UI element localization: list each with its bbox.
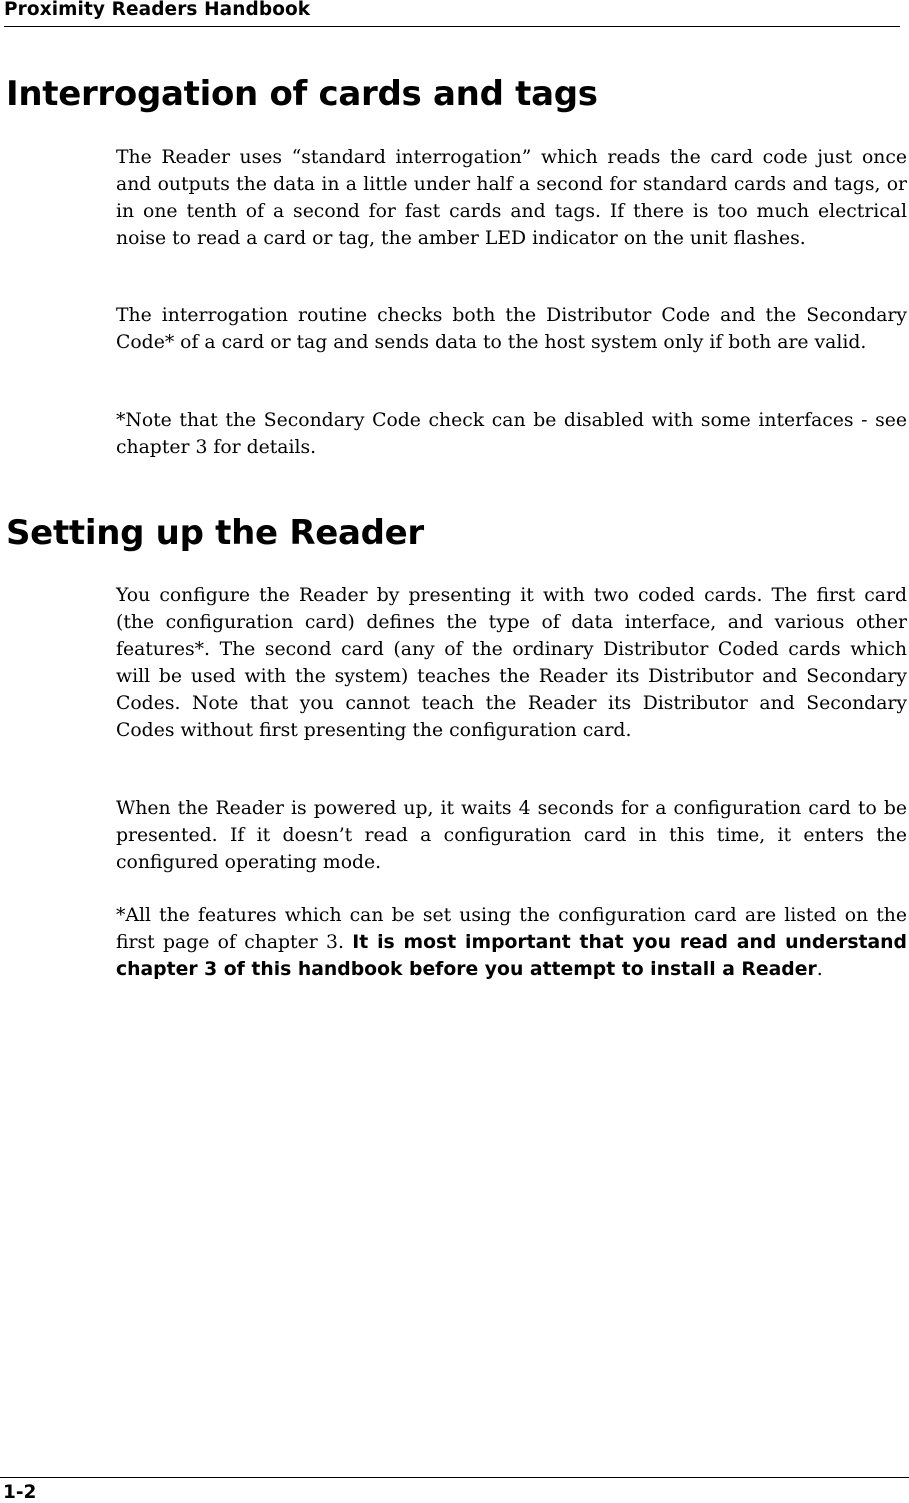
paragraph-setup-2: When the Reader is powered up, it waits 4 seconds for a configuration card to be presented. If it doesn’t read a configuration card in this time, it enters the configured operating mode. — [116, 798, 907, 874]
section-heading-interrogation: Interrogation of cards and tags — [6, 74, 598, 114]
paragraph-interrogation-1: The Reader uses “standard interrogation” which reads the card code just once and outputs the data in a little under half a second for standard cards and tags, or in one tenth of a second for fast cards and tags. If there is too much electrical noise to read a card or tag, the amber LED indicator on the unit flashes. — [116, 147, 907, 250]
note-bold-warning: It is most important that you read and understand chapter 3 of this handbook before you attempt to install a Reader — [116, 932, 907, 981]
paragraph-interrogation-note: *Note that the Secondary Code check can be disabled with some interfaces - see chapter 3 for details. — [116, 410, 907, 459]
section-heading-setup: Setting up the Reader — [6, 513, 424, 553]
paragraph-setup-note — [116, 902, 907, 983]
note-end: . — [816, 959, 823, 981]
header-title: Proximity Readers Handbook — [4, 0, 311, 20]
footer-rule — [0, 1477, 909, 1478]
running-header — [4, 0, 900, 27]
paragraph-setup-1: You configure the Reader by presenting it with two coded cards. The first card (the configuration card) defines the type of data interface, and various other features*. The second card (any of the ordinary Distributor Coded cards which will be used with the system) teaches the Reader its Distributor and Secondary Codes. Note that you cannot teach the Reader its Distributor and Secondary Codes without first presenting the configuration card. — [116, 585, 907, 742]
note-text: *All the features which can be set using the configuration card are listed on the first page of chapter 3. — [116, 905, 907, 954]
paragraph-interrogation-2: The interrogation routine checks both the Distributor Code and the Secondary Code* of a card or tag and sends data to the host system only if both are valid. — [116, 305, 907, 354]
page-number: 1-2 — [3, 1482, 37, 1503]
